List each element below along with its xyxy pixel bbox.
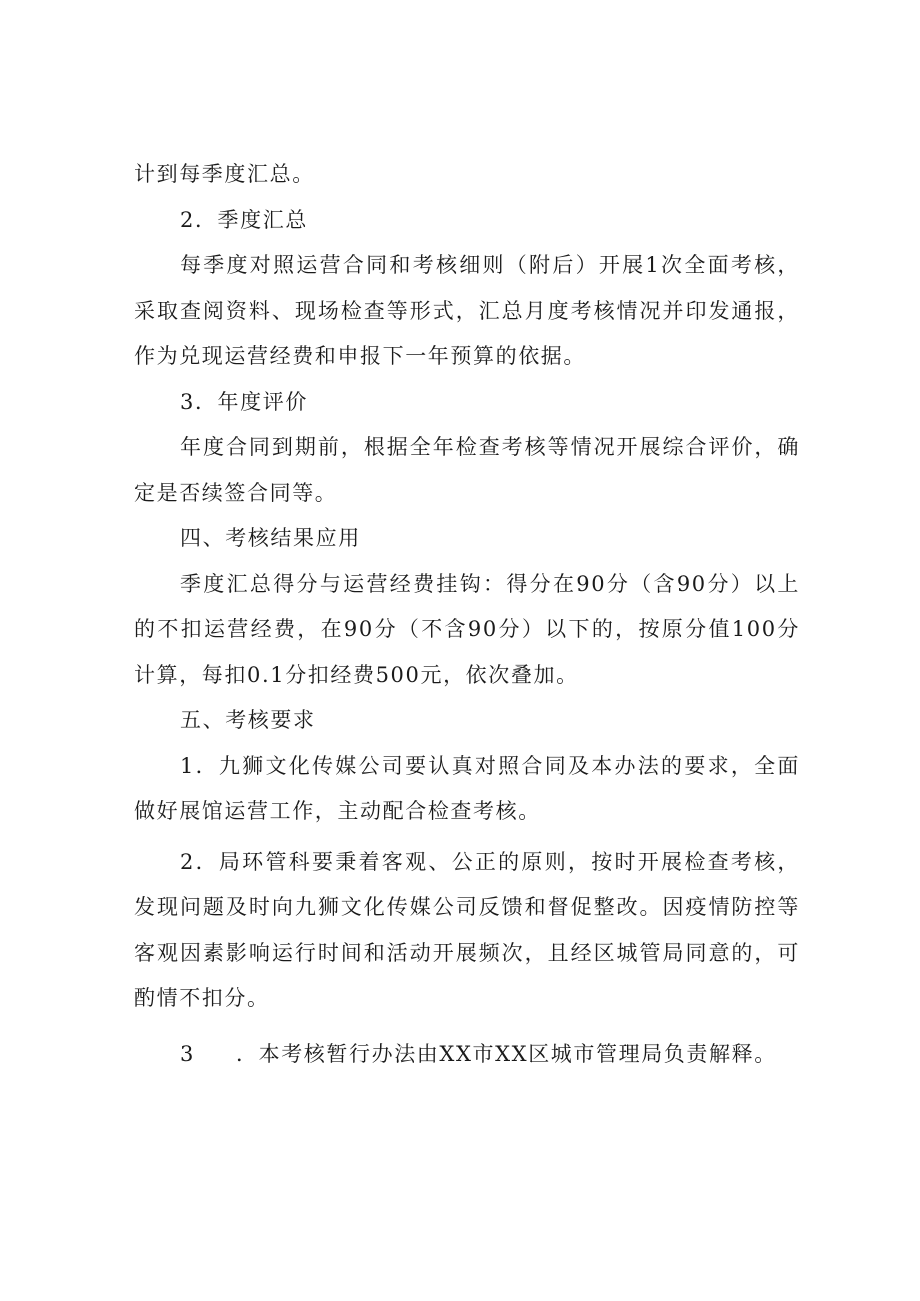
heading-annual-evaluation: 3．年度评价 — [180, 389, 308, 414]
requirement-3-number: 3 — [180, 1041, 195, 1066]
heading-result-application: 四、考核结果应用 — [180, 526, 361, 550]
paragraph-continuation: 计到每季度汇总。 — [134, 162, 315, 186]
requirement-3-text: ．本考核暂行办法由XX市XX区城市管理局负责解释。 — [236, 1041, 777, 1066]
paragraph-requirement-2: 2．局环管科要秉着客观、公正的原则，按时开展检查考核，发现问题及时向九狮文化传媒公司反馈和督促整改。因疫情防控等客观因素影响运行时间和活动开展频次，且经区城管局同意的，可酌情不扣分。 — [134, 849, 800, 1010]
paragraph-requirement-3 — [134, 1032, 800, 1078]
paragraph-requirement-1: 1．九狮文化传媒公司要认真对照合同及本办法的要求，全面做好展馆运营工作，主动配合检查考核。 — [134, 753, 800, 823]
paragraph-result-application: 季度汇总得分与运营经费挂钩：得分在90分（含90分）以上的不扣运营经费，在90分（不含90分）以下的，按原分值100分计算，每扣0.1分扣经费500元，依次叠加。 — [134, 571, 800, 687]
heading-requirements: 五、考核要求 — [180, 708, 316, 732]
heading-quarterly-summary: 2．季度汇总 — [180, 207, 308, 232]
paragraph-quarterly-summary: 每季度对照运营合同和考核细则（附后）开展1次全面考核，采取查阅资料、现场检查等形式，汇总月度考核情况并印发通报，作为兑现运营经费和申报下一年预算的依据。 — [134, 253, 800, 368]
document-body — [134, 152, 800, 1098]
paragraph-annual-evaluation: 年度合同到期前，根据全年检查考核等情况开展综合评价，确定是否续签合同等。 — [134, 435, 800, 505]
